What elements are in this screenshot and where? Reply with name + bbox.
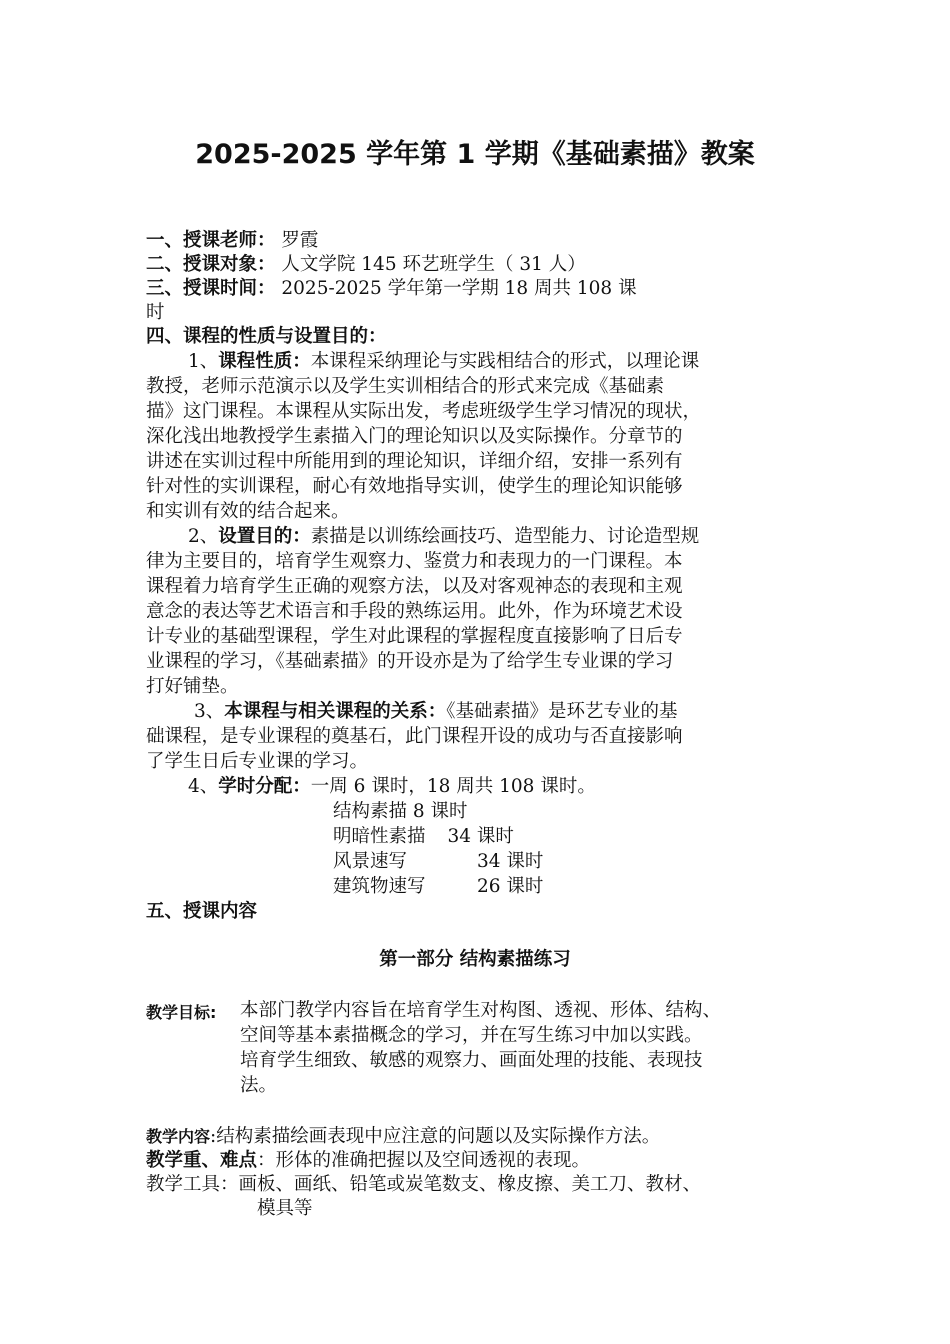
p3-line-0: 《基础素描》是环艺专业的基: [446, 701, 678, 722]
key-text: ：形体的准确把握以及空间透视的表现。: [257, 1150, 591, 1171]
p2-line-6: 打好铺垫。: [146, 676, 239, 697]
p2-line-1: 律为主要目的，培育学生观察力、鉴赏力和表现力的一门课程。本: [146, 551, 683, 572]
time-line: [146, 276, 637, 302]
part-title: 第一部分 结构素描练习: [379, 949, 571, 970]
tools-line-1: 模具等: [257, 1198, 313, 1219]
p1-line-5: 针对性的实训课程，耐心有效地指导实训，使学生的理论知识能够: [146, 476, 683, 497]
time-value: 2025-2025 学年第一学期 18 周共 108 课: [275, 278, 637, 299]
content-line: [146, 1124, 660, 1150]
p1-num: 1、: [188, 351, 219, 372]
teacher-label: 一、授课老师：: [146, 230, 276, 251]
page-title: 2025-2025 学年第 1 学期《基础素描》教案: [195, 139, 755, 170]
hours-row: [333, 824, 514, 850]
hours-name: 明暗性素描: [333, 826, 426, 847]
p4-text: 一周 6 课时，18 周共 108 课时。: [310, 776, 596, 797]
hours-row: [333, 849, 543, 875]
section5-heading: 五、授课内容: [146, 901, 258, 922]
hours-name: 结构素描: [333, 801, 408, 822]
hours-value: 34 课时: [477, 851, 544, 872]
p1-label: 课程性质：: [218, 351, 311, 372]
p2-first-line: [188, 524, 699, 550]
p1-line-2: 描》这门课程。本课程从实际出发，考虑班级学生学习情况的现状，: [146, 401, 702, 422]
hours-value: 8 课时: [412, 801, 468, 822]
p3-line-1: 础课程，是专业课程的奠基石，此门课程开设的成功与否直接影响: [146, 726, 683, 747]
p2-line-4: 计专业的基础型课程，学生对此课程的掌握程度直接影响了日后专: [146, 626, 683, 647]
section4-heading: 四、课程的性质与设置目的：: [146, 326, 387, 347]
p3-num: 3、: [194, 701, 225, 722]
hours-row: [333, 874, 543, 900]
p2-line-2: 课程着力培育学生正确的观察方法，以及对客观神态的表现和主观: [146, 576, 683, 597]
p2-label: 设置目的：: [218, 526, 311, 547]
p4-line: [188, 774, 596, 800]
tools-label: 教学工具：: [146, 1174, 239, 1195]
hours-name: 风景速写: [333, 851, 408, 872]
p2-line-5: 业课程的学习，《基础素描》的开设亦是为了给学生专业课的学习: [146, 651, 674, 672]
target-value: 人文学院 145 环艺班学生（ 31 人）: [275, 254, 586, 275]
hours-name: 建筑物速写: [333, 876, 426, 897]
target-label: 二、授课对象：: [146, 254, 276, 275]
p1-line-6: 和实训有效的结合起来。: [146, 501, 350, 522]
time-line-cont: 时: [146, 302, 165, 323]
content-text: :结构素描绘画表现中应注意的问题以及实际操作方法。: [210, 1126, 661, 1147]
tools-line: [146, 1172, 701, 1198]
content-label: 教学内容: [146, 1127, 211, 1146]
p3-first-line: [194, 699, 678, 725]
key-label: 教学重、难点: [146, 1150, 258, 1171]
goal-line-0: 本部门教学内容旨在培育学生对构图、透视、形体、结构、: [240, 1000, 722, 1021]
goal-line-1: 空间等基本素描概念的学习，并在写生练习中加以实践。: [240, 1025, 703, 1046]
goal-label: 教学目标:: [146, 1003, 217, 1022]
p4-label: 学时分配：: [218, 776, 311, 797]
p2-line-0: 素描是以训练绘画技巧、造型能力、讨论造型规: [310, 526, 700, 547]
tools-line-0: 画板、画纸、铅笔或炭笔数支、橡皮擦、美工刀、教材、: [238, 1174, 702, 1195]
hours-row: [333, 799, 468, 825]
hours-value: 34 课时: [447, 826, 514, 847]
goal-line-2: 培育学生细致、敏感的观察力、画面处理的技能、表现技: [240, 1050, 703, 1071]
p1-line-3: 深化浅出地教授学生素描入门的理论知识以及实际操作。分章节的: [146, 426, 683, 447]
target-line: [146, 252, 586, 278]
p1-line-0: 本课程采纳理论与实践相结合的形式，以理论课: [310, 351, 700, 372]
p1-line-1: 教授，老师示范演示以及学生实训相结合的形式来完成《基础素: [146, 376, 665, 397]
teacher-value: 罗霞: [275, 230, 319, 251]
time-label: 三、授课时间：: [146, 278, 276, 299]
p4-num: 4、: [188, 776, 219, 797]
p1-first-line: [188, 349, 699, 375]
p1-line-4: 讲述在实训过程中所能用到的理论知识，详细介绍，安排一系列有: [146, 451, 683, 472]
key-line: [146, 1148, 590, 1174]
p3-line-2: 了学生日后专业课的学习。: [146, 751, 369, 772]
p2-num: 2、: [188, 526, 219, 547]
goal-line-3: 法。: [240, 1075, 278, 1096]
p2-line-3: 意念的表达等艺术语言和手段的熟练运用。此外，作为环境艺术设: [146, 601, 683, 622]
p3-label: 本课程与相关课程的关系：: [224, 701, 447, 722]
hours-value: 26 课时: [477, 876, 544, 897]
teacher-line: [146, 228, 318, 254]
